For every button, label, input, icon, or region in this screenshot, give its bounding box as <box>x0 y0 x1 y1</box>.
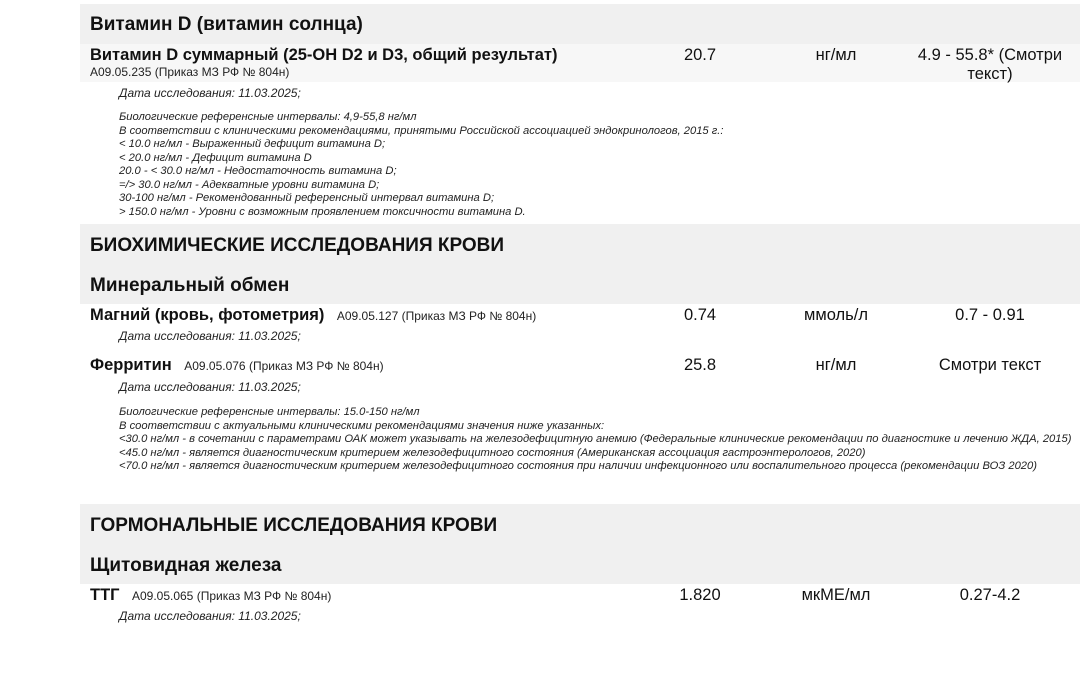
note-line: <70.0 нг/мл - является диагностическим критерием железодефицитного состояния при наличии инфекционного или воспалительного процесса (рекомендации ВОЗ 2020) <box>119 460 1037 472</box>
test-name-magnesium: Магний (кровь, фотометрия) <box>90 306 325 324</box>
test-unit-tsh: мкМЕ/мл <box>801 586 871 604</box>
test-value-tsh: 1.820 <box>679 586 721 604</box>
test-name-tsh: ТТГ <box>90 586 120 604</box>
section-header-thyroid: Щитовидная железа <box>90 555 282 576</box>
test-unit-ferritin: нг/мл <box>815 356 857 374</box>
note-line: 30-100 нг/мл - Рекомендованный референсный интервал витамина D; <box>119 192 495 204</box>
note-line: В соответствии с клиническими рекомендациями, принятыми Российской ассоциацией эндокринологов, 2015 г.: <box>119 124 724 137</box>
test-name-vitamin-d: Витамин D суммарный (25-OH D2 и D3, общий результат) <box>90 46 558 64</box>
test-reference-ferritin: Смотри текст <box>938 356 1042 374</box>
section-header-hormones: ГОРМОНАЛЬНЫЕ ИССЛЕДОВАНИЯ КРОВИ <box>90 515 498 536</box>
test-name-ferritin: Ферритин <box>90 356 172 374</box>
test-row-magnesium <box>90 306 536 325</box>
notes-ferritin <box>119 406 1079 474</box>
note-line: Биологические референсные интервалы: 4,9-55,8 нг/мл <box>119 111 417 123</box>
section-header-biochemistry: БИОХИМИЧЕСКИЕ ИССЛЕДОВАНИЯ КРОВИ <box>90 235 505 256</box>
note-line: < 10.0 нг/мл - Выраженный дефицит витамина D; <box>119 138 386 150</box>
test-unit-magnesium: ммоль/л <box>804 306 868 324</box>
test-code-vitamin-d: A09.05.235 (Приказ МЗ РФ № 804н) <box>90 65 290 79</box>
test-code-ferritin: A09.05.076 (Приказ МЗ РФ № 804н) <box>184 359 384 373</box>
reference-line-1: 4.9 - 55.8* (Смотри <box>917 46 1063 64</box>
test-date-magnesium: Дата исследования: 11.03.2025; <box>119 329 301 343</box>
section-header-vitamin-d: Витамин D (витамин солнца) <box>90 14 363 35</box>
notes-vitamin-d <box>119 111 1079 219</box>
test-value-vitamin-d: 20.7 <box>683 46 717 64</box>
note-line: <45.0 нг/мл - является диагностическим критерием железодефицитного состояния (Американская ассоциация гастроэнтерологов, 2020) <box>119 446 866 459</box>
note-line: Биологические референсные интервалы: 15.0-150 нг/мл <box>119 406 420 418</box>
test-code-tsh: A09.05.065 (Приказ МЗ РФ № 804н) <box>131 589 332 603</box>
test-row-tsh <box>90 586 331 605</box>
test-row-ferritin <box>90 356 384 375</box>
note-line: <30.0 нг/мл - в сочетании с параметрами ОАК может указывать на железодефицитную анемию (Федеральные клинические рекомендации по диагностике и лечению ЖДА, 2015) <box>119 433 1072 445</box>
note-line: > 150.0 нг/мл - Уровни с возможным проявлением токсичности витамина D. <box>119 205 526 218</box>
test-date-vitamin-d: Дата исследования: 11.03.2025; <box>119 86 301 100</box>
section-header-mineral: Минеральный обмен <box>90 275 290 296</box>
note-line: В соответствии с актуальными клиническими рекомендациями значения ниже указанных: <box>119 419 605 432</box>
test-date-tsh: Дата исследования: 11.03.2025; <box>119 609 301 623</box>
test-reference-vitamin-d <box>895 46 1080 84</box>
note-line: 20.0 - < 30.0 нг/мл - Недостаточность витамина D; <box>119 165 397 177</box>
note-line: =/> 30.0 нг/мл - Адекватные уровни витамина D; <box>119 178 380 191</box>
reference-line-2: текст) <box>967 65 1013 83</box>
test-date-ferritin: Дата исследования: 11.03.2025; <box>119 380 301 394</box>
note-line: < 20.0 нг/мл - Дефицит витамина D <box>119 151 312 164</box>
test-unit-vitamin-d: нг/мл <box>815 46 857 64</box>
test-value-magnesium: 0.74 <box>683 306 717 324</box>
test-code-magnesium: A09.05.127 (Приказ МЗ РФ № 804н) <box>336 309 537 323</box>
test-reference-tsh: 0.27-4.2 <box>959 586 1021 604</box>
test-reference-magnesium: 0.7 - 0.91 <box>955 306 1025 324</box>
test-value-ferritin: 25.8 <box>683 356 717 374</box>
